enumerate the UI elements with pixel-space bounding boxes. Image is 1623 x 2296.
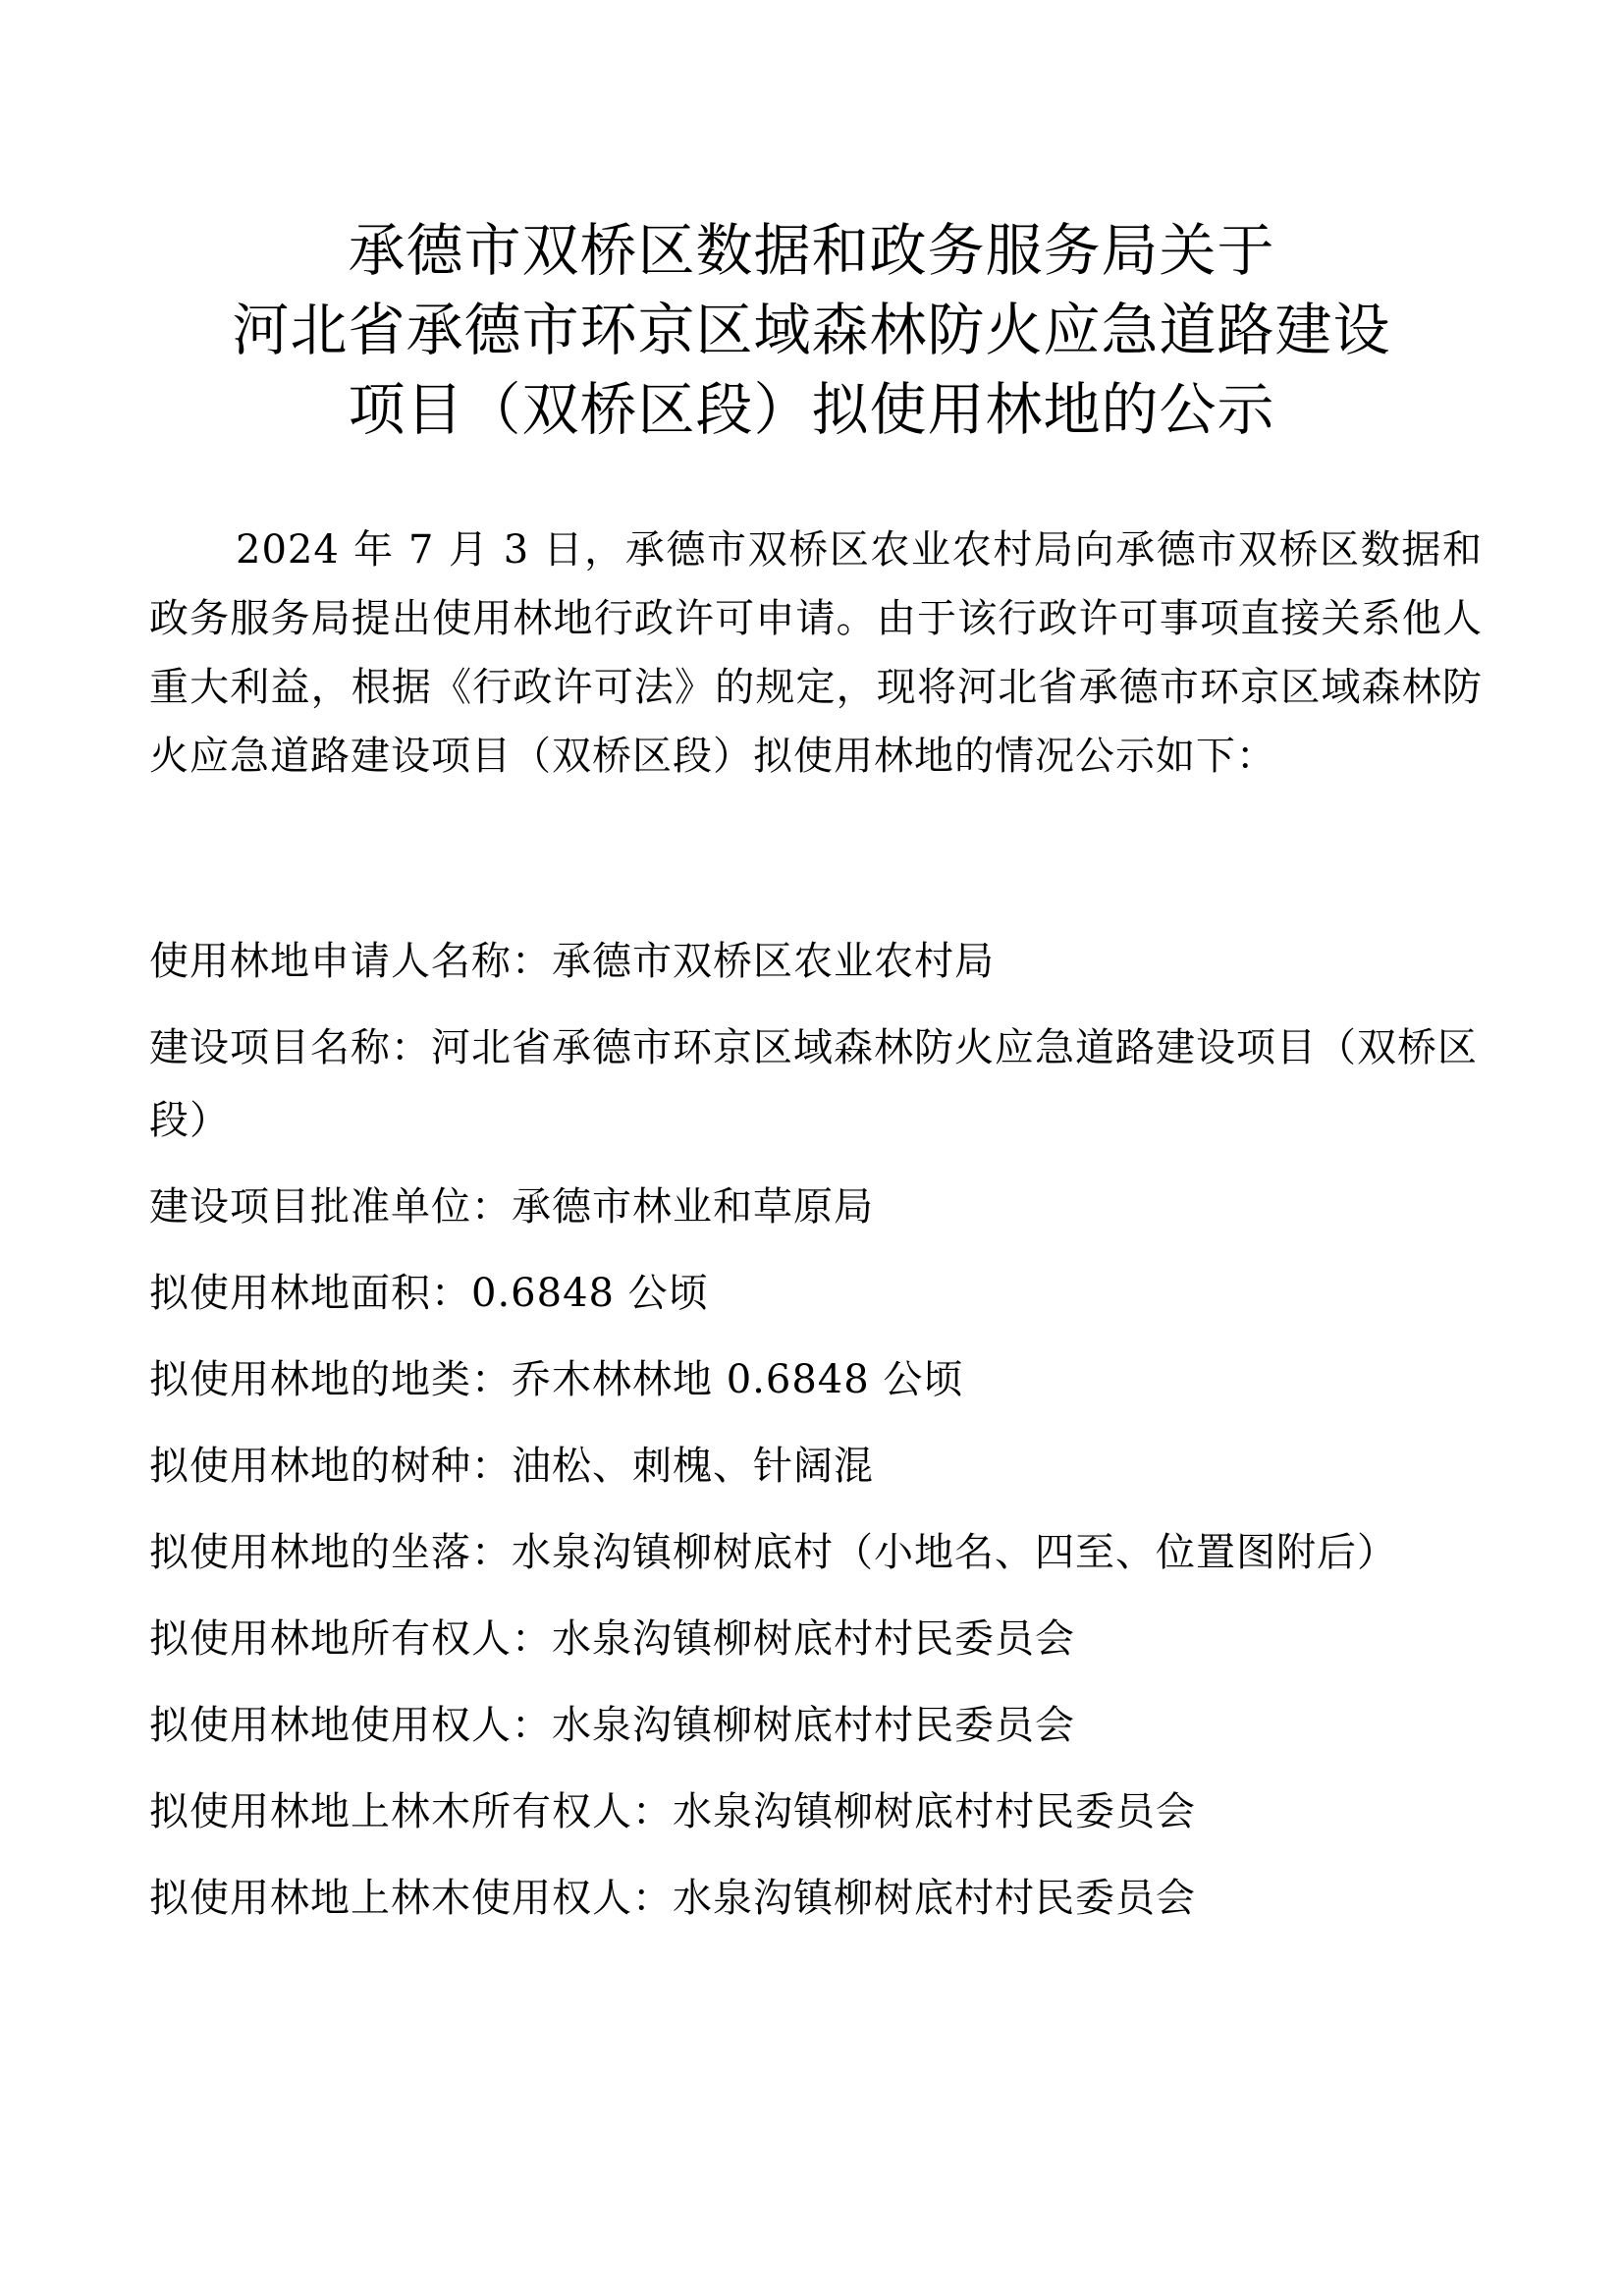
field-value: 水泉沟镇柳树底村村民委员会 bbox=[552, 1703, 1075, 1748]
field-label: 建设项目批准单位： bbox=[149, 1184, 512, 1230]
field-value: 承德市林业和草原局 bbox=[512, 1184, 874, 1230]
field-value: 承德市双桥区农业农村局 bbox=[552, 939, 995, 984]
field-label: 使用林地申请人名称： bbox=[149, 939, 552, 984]
title-line-3: 项目（双桥区段）拟使用林地的公示 bbox=[348, 376, 1275, 443]
field-tree-user bbox=[149, 1862, 1485, 1948]
field-label: 拟使用林地面积： bbox=[149, 1271, 471, 1316]
field-tree-owner bbox=[149, 1776, 1485, 1862]
field-value: 水泉沟镇柳树底村村民委员会 bbox=[673, 1876, 1196, 1921]
field-label: 拟使用林地上林木所有权人： bbox=[149, 1789, 673, 1834]
title-line-1: 承德市双桥区数据和政务服务局关于 bbox=[348, 217, 1275, 284]
field-label: 建设项目名称： bbox=[149, 1025, 431, 1070]
title-line-2: 河北省承德市环京区域森林防火应急道路建设 bbox=[232, 297, 1391, 363]
field-value: 水泉沟镇柳树底村村民委员会 bbox=[673, 1789, 1196, 1834]
field-tree-species bbox=[149, 1430, 1485, 1516]
field-area bbox=[149, 1257, 1485, 1343]
field-value: 水泉沟镇柳树底村（小地名、四至、位置图附后） bbox=[512, 1530, 1397, 1575]
document-title bbox=[147, 211, 1476, 450]
field-list bbox=[149, 925, 1485, 1948]
field-project-name bbox=[149, 1011, 1485, 1171]
field-land-owner bbox=[149, 1603, 1485, 1689]
field-label: 拟使用林地使用权人： bbox=[149, 1703, 552, 1748]
intro-paragraph: 2024 年 7 月 3 日，承德市双桥区农业农村局向承德市双桥区数据和政务服务局提出使用林地行政许可申请。由于该行政许可事项直接关系他人重大利益，根据《行政许可法》的规定，现将河北省承德市环京区域森林防火应急道路建设项目（双桥区段）拟使用林地的情况公示如下： bbox=[149, 527, 1483, 779]
field-label: 拟使用林地的坐落： bbox=[149, 1530, 512, 1575]
field-approval-unit bbox=[149, 1171, 1485, 1257]
field-value: 乔木林林地 0.6848 公顷 bbox=[512, 1357, 964, 1402]
field-label: 拟使用林地所有权人： bbox=[149, 1616, 552, 1662]
field-value: 0.6848 公顷 bbox=[471, 1271, 709, 1316]
field-label: 拟使用林地的树种： bbox=[149, 1444, 512, 1489]
field-land-user bbox=[149, 1689, 1485, 1776]
field-land-type bbox=[149, 1343, 1485, 1430]
field-value: 河北省承德市环京区域森林防火应急道路建设项目（双桥区段） bbox=[149, 1025, 1478, 1143]
field-label: 拟使用林地的地类： bbox=[149, 1357, 512, 1402]
field-location bbox=[149, 1516, 1485, 1603]
field-label: 拟使用林地上林木使用权人： bbox=[149, 1876, 673, 1921]
field-applicant bbox=[149, 925, 1485, 1011]
field-value: 水泉沟镇柳树底村村民委员会 bbox=[552, 1616, 1075, 1662]
field-value: 油松、刺槐、针阔混 bbox=[512, 1444, 874, 1489]
